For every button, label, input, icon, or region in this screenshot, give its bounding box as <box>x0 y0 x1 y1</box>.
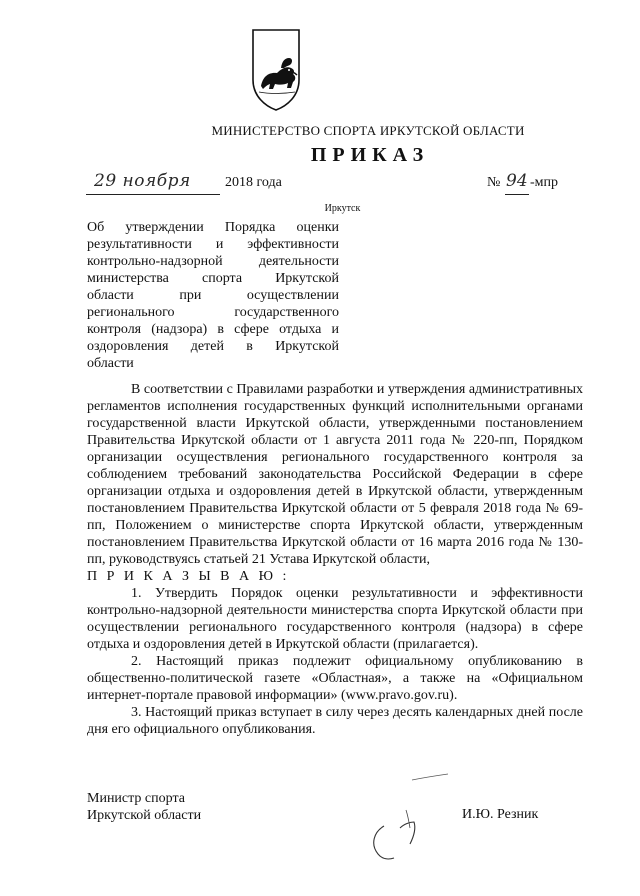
number-underline <box>505 194 529 195</box>
subject-line: Об утверждении Порядка оценки <box>87 220 339 235</box>
order-item: 2. Настоящий приказ подлежит официальному опубликованию в общественно-политической газете «Областная», а также на «Официальном интернет-портале правовой информации» (www.pravo.gov.ru). <box>87 654 583 703</box>
order-number <box>487 173 597 197</box>
ordered-heading: П Р И К А З Ы В А Ю : <box>87 569 290 584</box>
subject-line: области при осуществлении <box>87 288 339 303</box>
order-body <box>87 381 583 738</box>
order-subject <box>87 219 339 372</box>
subject-line: оздоровления детей в Иркутской <box>87 339 339 354</box>
position-line: Министр спорта <box>87 791 185 806</box>
date-year: 2018 года <box>225 175 282 190</box>
subject-line: контроля (надзора) в сфере отдыха и <box>87 322 339 337</box>
subject-line: министерства спорта Иркутской <box>87 271 339 286</box>
date-underline <box>86 194 220 195</box>
city-text: Иркутск <box>324 203 361 214</box>
order-item: 1. Утвердить Порядок оценки результативности и эффективности контрольно-надзорной деятельности министерства спорта Иркутской области при осуществлении регионального государственного контроля (надзора) в сфере отдыха и оздоровления детей в Иркутской области (прилагается). <box>87 586 583 652</box>
signatory-position <box>87 790 287 824</box>
order-date <box>86 173 306 197</box>
ministry-name <box>0 123 640 139</box>
subject-line: регионального государственного <box>87 305 339 320</box>
number-sign: № <box>487 175 501 190</box>
subject-line: контрольно-надзорной деятельности <box>87 254 339 269</box>
subject-line: результативности и эффективности <box>87 237 339 252</box>
subject-line: области <box>87 356 134 371</box>
number-handwritten: 94 <box>506 171 528 191</box>
signer-name: И.Ю. Резник <box>462 807 539 822</box>
document-type-title <box>0 144 640 167</box>
document-type-text: ПРИКАЗ <box>310 144 430 166</box>
coat-of-arms-icon <box>251 28 301 112</box>
handwritten-signature-icon <box>360 770 460 870</box>
position-line: Иркутской области <box>87 808 202 823</box>
city-label <box>0 203 640 214</box>
ministry-name-text: МИНИСТЕРСТВО СПОРТА ИРКУТСКОЙ ОБЛАСТИ <box>211 123 525 138</box>
date-handwritten: 29 ноября <box>94 171 191 191</box>
order-item: 3. Настоящий приказ вступает в силу через десять календарных дней после дня его официального опубликования. <box>87 705 583 737</box>
preamble-paragraph: В соответствии с Правилами разработки и утверждения административных регламентов исполнения государственных функций исполнительными органами государственной власти Иркутской области, утвержденными постановлением Правительства Иркутской области от 1 августа 2011 года № 220-пп, Порядком организации осуществления регионального государственного контроля за соблюдением требований законодательства Российской Федерации в сфере организации отдыха и оздоровления детей в Иркутской области, утвержденным постановлением Правительства Иркутской области от 5 февраля 2018 года № 69-пп, Положением о министерстве спорта Иркутской области, утвержденным постановлением Правительства Иркутской области от 16 марта 2016 года № 130-пп, руководствуясь статьей 21 Устава Иркутской области, <box>87 382 583 567</box>
number-suffix: -мпр <box>530 175 559 190</box>
